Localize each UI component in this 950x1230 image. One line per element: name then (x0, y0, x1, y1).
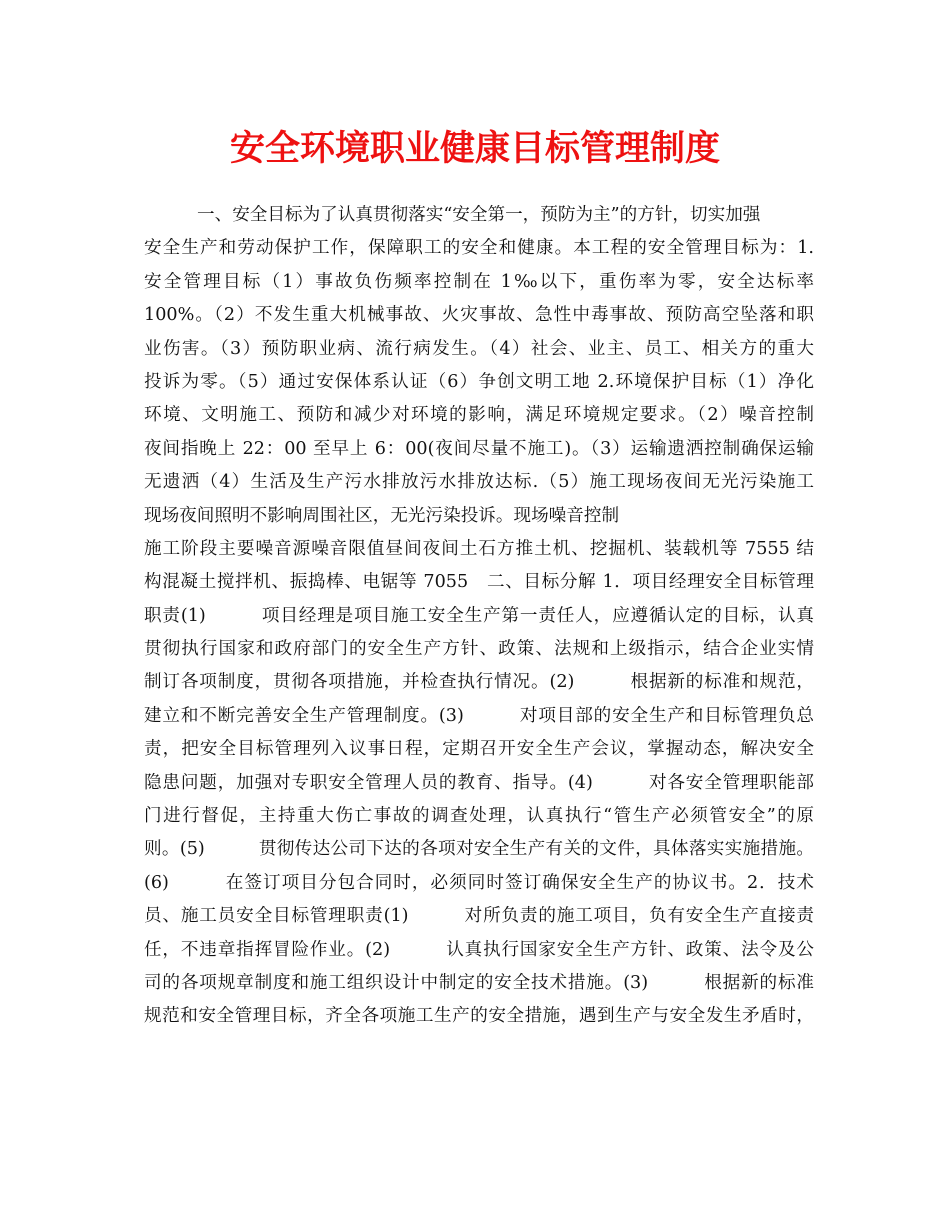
body-line: 构混凝土搅拌机、振捣棒、电锯等 7055 二、目标分解 1．项目经理安全目标管理 (144, 572, 814, 593)
body-line: 安全管理目标（1）事故负伤频率控制在 1‰以下，重伤率为零，安全达标率 (144, 271, 814, 292)
body-line: 制订各项制度，贯彻各项措施，并检查执行情况。(2) 根据新的标准和规范， (144, 672, 814, 693)
document-body (144, 199, 814, 1034)
body-line: 100%。（2）不发生重大机械事故、火灾事故、急性中毒事故、预防高空坠落和职 (144, 305, 814, 326)
body-line: 无遗洒（4）生活及生产污水排放污水排放达标.（5）施工现场夜间无光污染施工 (144, 472, 814, 493)
body-line: 任，不违章指挥冒险作业。(2) 认真执行国家安全生产方针、政策、法令及公 (144, 939, 814, 960)
body-line: 施工阶段主要噪音源噪音限值昼间夜间土石方推土机、挖掘机、装载机等 7555 结 (144, 538, 814, 559)
body-line: 业伤害。（3）预防职业病、流行病发生。（4）社会、业主、员工、相关方的重大 (144, 338, 814, 359)
body-line: (6) 在签订项目分包合同时，必须同时签订确保安全生产的协议书。2．技术 (144, 872, 814, 893)
body-line: 隐患问题，加强对专职安全管理人员的教育、指导。(4) 对各安全管理职能部 (144, 772, 814, 793)
body-line: 安全生产和劳动保护工作，保障职工的安全和健康。本工程的安全管理目标为：1. (144, 238, 814, 259)
body-line: 建立和不断完善安全生产管理制度。(3) 对项目部的安全生产和目标管理负总 (144, 705, 814, 726)
body-line: 环境、文明施工、预防和减少对环境的影响，满足环境规定要求。（2）噪音控制 (144, 405, 814, 426)
body-line: 夜间指晚上 22：00 至早上 6：00(夜间尽量不施工)。（3）运输遗洒控制确保运输 (144, 438, 814, 459)
body-line: 贯彻执行国家和政府部门的安全生产方针、政策、法规和上级指示，结合企业实情 (144, 639, 814, 660)
document-title: 安全环境职业健康目标管理制度 (229, 128, 720, 169)
body-line: 投诉为零。（5）通过安保体系认证（6）争创文明工地 2.环境保护目标（1）净化 (144, 371, 814, 392)
body-line: 门进行督促，主持重大伤亡事故的调查处理，认真执行“管生产必须管安全”的原 (144, 806, 814, 827)
body-line: 职责(1) 项目经理是项目施工安全生产第一责任人，应遵循认定的目标，认真 (144, 605, 814, 626)
body-line: 员、施工员安全目标管理职责(1) 对所负责的施工项目，负有安全生产直接责 (144, 906, 814, 927)
body-line: 责，把安全目标管理列入议事日程，定期召开安全生产会议，掌握动态，解决安全 (144, 739, 814, 760)
body-line: 则。(5) 贯彻传达公司下达的各项对安全生产有关的文件，具体落实实施措施。 (144, 839, 814, 860)
body-line: 一、安全目标为了认真贯彻落实“安全第一，预防为主”的方针，切实加强 (197, 205, 761, 225)
body-line: 规范和安全管理目标，齐全各项施工生产的安全措施，遇到生产与安全发生矛盾时， (144, 1006, 814, 1027)
body-line: 现场夜间照明不影响周围社区，无光污染投诉。现场噪音控制 (144, 505, 620, 526)
body-line: 司的各项规章制度和施工组织设计中制定的安全技术措施。(3) 根据新的标准 (144, 972, 814, 993)
